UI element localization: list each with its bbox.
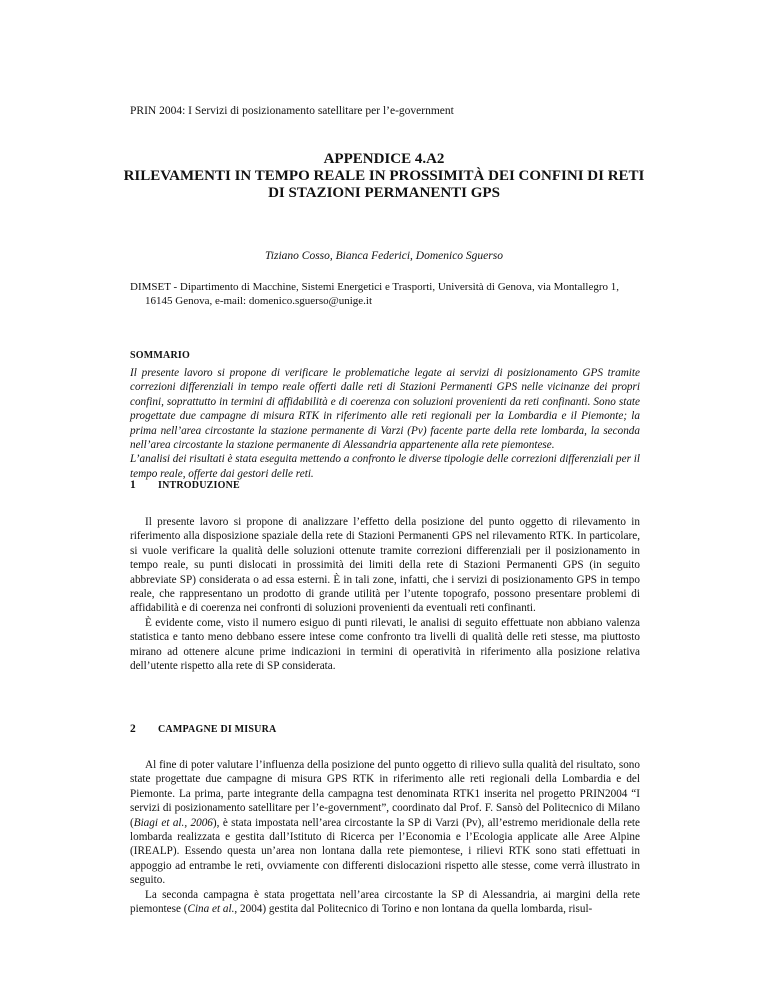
section-2-p1-rest: ), è stata impostata nell’area circostante la SP di Varzi (Pv), all’estremo meridionale della rete lombarda realizzata e gestita dall’Istituto di Ricerca per l’Economia e l’Ecologia applicate alle Aree Alpine (IREALP). Essendo questa un’area non lontana dalla rete piemontese, i rilievi RTK sono stati effettuati in appoggio ad entrambe le reti, ovviamente con differenti dislocazioni rispetto alle stesse, come verrà illustrato in seguito. <box>130 816 641 887</box>
author-list: Tiziano Cosso, Bianca Federici, Domenico Sguerso <box>265 250 503 262</box>
abstract-heading: SOMMARIO <box>130 350 190 361</box>
section-2-p1-text: Al fine di poter valutare l’influenza della posizione del punto oggetto di rilievo sulla qualità del risultato, sono state progettate due campagne di misura GPS RTK in riferimento alle reti regionali della Lombardia e del Piemonte. La prima, parte integrante della campagna test denominata RTK1 inserita nel progetto PRIN2004 “I servizi di posizionamento satellitare per l’e-government”, coordinato dal Prof. F. Sansò del Politecnico di Milano ( <box>130 759 640 829</box>
title-line-1: APPENDICE 4.A2 <box>323 151 445 167</box>
section-1-body <box>130 515 640 673</box>
abstract-paragraph-2: L’analisi dei risultati è stata eseguita mettendo a confronto le diverse tipologie delle correzioni differenziali per il tempo reale, offerte dai gestori delle reti. <box>130 453 640 480</box>
title-line-2: RILEVAMENTI IN TEMPO REALE IN PROSSIMITÀ DEI CONFINI DI RETI <box>123 168 645 184</box>
section-1-heading: INTRODUZIONE <box>158 480 240 491</box>
section-2-body <box>130 758 641 916</box>
abstract-paragraph-1: Il presente lavoro si propone di verificare le problematiche legate ai servizi di posizionamento GPS tramite correzioni differenziali in tempo reale offerti dalle reti di Stazioni Permanenti GPS nelle vicinanze dei propri confini, soprattutto in termini di affidabilità e di coerenza con soluzioni provenienti da reti confinanti. Sono state progettate due campagne di misura RTK in riferimento alle reti regionali per la Lombardia e il Piemonte; la prima nell’area circostante la stazione permanente di Varzi (Pv) facente parte della rete lombarda, la seconda nell’area circostante la stazione permanente di Alessandria appartenente alla rete piemontese. <box>130 367 640 452</box>
section-2-paragraph-1 <box>130 758 640 888</box>
section-2-number: 2 <box>130 723 136 735</box>
running-header: PRIN 2004: I Servizi di posizionamento satellitare per l’e-government <box>130 105 454 117</box>
paper-title <box>100 151 668 202</box>
affiliation <box>130 280 640 308</box>
section-2-heading: CAMPAGNE DI MISURA <box>158 724 277 735</box>
affiliation-line-1: DIMSET - Dipartimento di Macchine, Sistemi Energetici e Trasporti, Università di Genova, via Montallegro 1, <box>130 281 620 293</box>
section-2-p2-text: La seconda campagna è stata progettata nell’area circostante la SP di Alessandria, ai margini della rete piemontese ( <box>130 888 640 916</box>
section-2-paragraph-2 <box>130 888 640 917</box>
affiliation-line-2: 16145 Genova, e-mail: domenico.sguerso@unige.it <box>145 295 373 307</box>
citation-cina: Cina et al. <box>187 903 235 916</box>
section-1-paragraph-1: Il presente lavoro si propone di analizzare l’effetto della posizione del punto oggetto di rilevamento in riferimento alla disposizione spaziale della rete di Stazioni Permanenti GPS nel rilevamento RTK. In particolare, si vuole verificare la qualità delle soluzioni ottenute tramite correzioni differenziali per il posizionamento in tempo reale, su punti dislocati in prossimità dei limiti della rete di Stazioni Permanenti GPS (in seguito abbreviate SP) considerata o ad essa esterni. È in tali zone, infatti, che i servizi di posizionamento GPS in tempo reale, che rappresentano un prodotto di grande utilità per l’utente topografo, possono presentare problemi di affidabilità e di coerenza nei confronti di soluzioni provenienti da eventuali reti confinanti. <box>130 516 640 615</box>
abstract-body <box>130 366 640 481</box>
section-1-number: 1 <box>130 479 136 491</box>
section-1-paragraph-2: È evidente come, visto il numero esiguo di punti rilevati, le analisi di seguito effettuate non abbiano valenza statistica e tanto meno debbano essere intese come confronto tra livelli di qualità delle reti stesse, ma piuttosto mirano ad ottenere alcune prime indicazioni in termini di operatività in riferimento alla posizione relativa dell’utente rispetto alla rete di SP considerata. <box>130 616 640 673</box>
section-2-p2-rest: , 2004) gestita dal Politecnico di Torino e non lontana da quella lombarda, risul- <box>234 903 593 916</box>
title-line-3: DI STAZIONI PERMANENTI GPS <box>268 185 500 201</box>
citation-biagi: Biagi et al., 2006 <box>133 816 213 829</box>
